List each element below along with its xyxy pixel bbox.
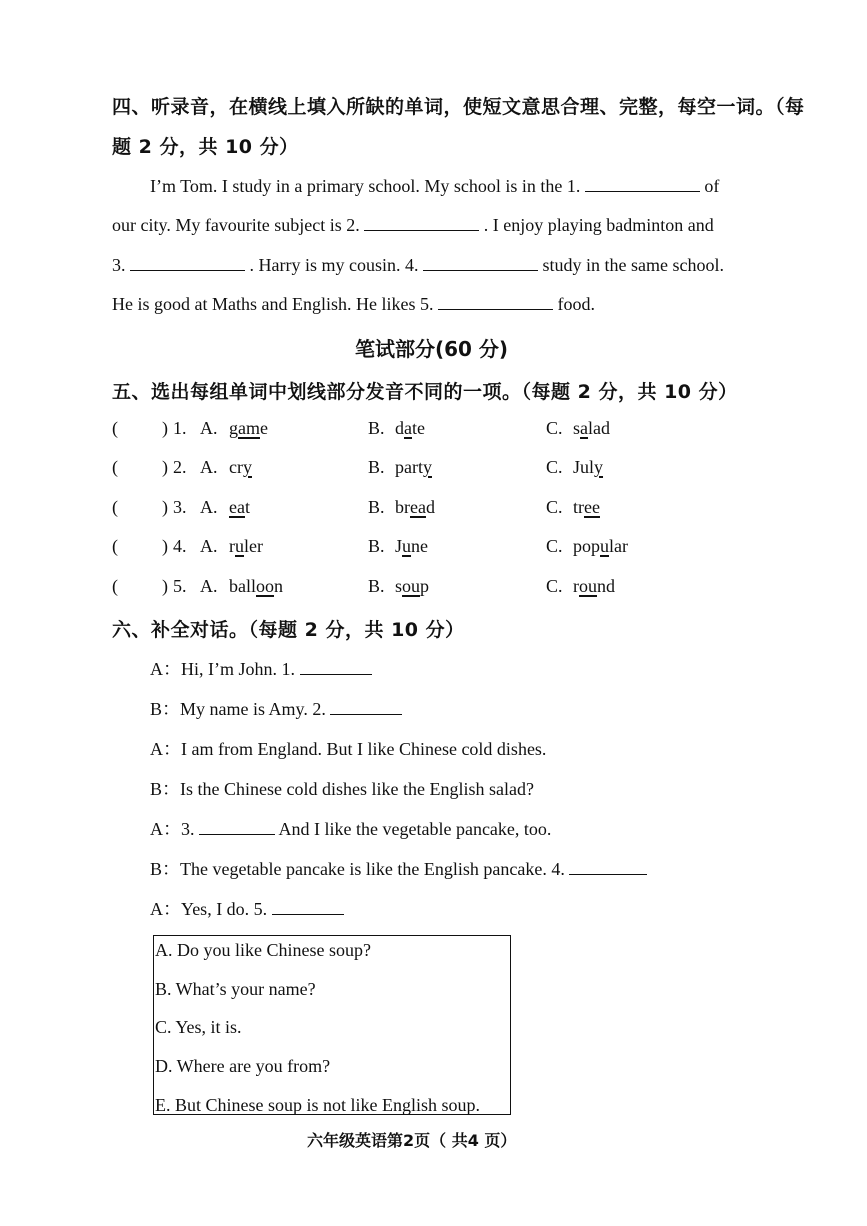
underlined-part: u <box>235 536 244 556</box>
speaker-label: B： <box>150 859 181 879</box>
underlined-part: ee <box>584 497 600 517</box>
option-e: E. But Chinese soup is not like English soup. <box>155 1095 481 1115</box>
word-option-a: cry <box>229 457 252 477</box>
dialog-blank-5[interactable] <box>272 896 344 915</box>
underlined-part: ou <box>402 576 421 596</box>
option-label-c: C. <box>546 576 563 596</box>
passage-line-4 <box>112 291 595 315</box>
question-number: 4. <box>173 536 187 556</box>
underlined-part: oo <box>256 576 274 596</box>
dialog-text: And I like the vegetable pancake, too. <box>278 819 552 839</box>
underlined-part: ea <box>410 497 426 517</box>
option-label-c: C. <box>546 457 563 477</box>
answer-paren-open[interactable]: ( <box>112 576 118 596</box>
dialog-line-7 <box>150 895 344 921</box>
dialog-line-6 <box>150 855 647 881</box>
question-number: 5. <box>173 576 187 596</box>
word-option-a: ruler <box>229 536 263 556</box>
dialog-text: I am from England. But I like Chinese cold dishes. <box>181 739 547 759</box>
passage-text: . I enjoy playing badminton and <box>483 215 714 235</box>
word-option-b: date <box>395 418 425 438</box>
dialog-line-2 <box>150 695 402 721</box>
option-label-a: A. <box>200 497 218 517</box>
passage-text: He is good at Maths and English. He likes 5. <box>112 294 434 314</box>
option-label-b: B. <box>368 418 385 438</box>
option-b: B. What’s your name? <box>155 979 316 999</box>
option-c: C. Yes, it is. <box>155 1017 242 1037</box>
word-option-a: game <box>229 418 268 438</box>
option-label-c: C. <box>546 536 563 556</box>
speaker-label: B： <box>150 779 181 799</box>
underlined-part: am <box>238 418 260 438</box>
question-number: 3. <box>173 497 187 517</box>
word-option-a: eat <box>229 497 250 517</box>
word-option-c: salad <box>573 418 611 438</box>
blank-5[interactable] <box>438 291 553 310</box>
underlined-part: y <box>594 457 604 477</box>
answer-paren-close: ) <box>162 576 168 596</box>
option-label-b: B. <box>368 457 385 477</box>
answer-paren-open[interactable]: ( <box>112 497 118 517</box>
speaker-label: B： <box>150 699 181 719</box>
word-option-c: round <box>573 576 615 596</box>
answer-paren-open[interactable]: ( <box>112 536 118 556</box>
written-part-title: 笔试部分(60 分) <box>355 337 509 361</box>
underlined-part: y <box>422 457 432 477</box>
passage-text: food. <box>557 294 595 314</box>
option-label-a: A. <box>200 418 218 438</box>
option-label-b: B. <box>368 497 385 517</box>
option-label-c: C. <box>546 418 563 438</box>
dialog-text: My name is Amy. 2. <box>180 699 326 719</box>
speaker-label: A： <box>150 819 181 839</box>
underlined-part: a <box>404 418 412 438</box>
answer-paren-close: ) <box>162 418 168 438</box>
dialog-blank-2[interactable] <box>330 696 402 715</box>
dialog-line-4 <box>150 775 534 801</box>
word-option-b: June <box>395 536 429 556</box>
option-label-c: C. <box>546 497 563 517</box>
answer-paren-close: ) <box>162 536 168 556</box>
speaker-label: A： <box>150 659 181 679</box>
passage-line-2 <box>112 212 714 236</box>
page-footer: 六年级英语第2页（ 共4 页） <box>307 1131 517 1150</box>
dialog-text: The vegetable pancake is like the English pancake. 4. <box>180 859 565 879</box>
word-option-b: soup <box>395 576 430 596</box>
passage-line-3 <box>112 252 724 276</box>
underlined-part: y <box>242 457 252 477</box>
answer-paren-open[interactable]: ( <box>112 418 118 438</box>
word-option-b: bread <box>395 497 435 517</box>
blank-4[interactable] <box>423 252 538 271</box>
dialog-blank-4[interactable] <box>569 856 647 875</box>
dialog-text: Hi, I’m John. 1. <box>181 659 295 679</box>
speaker-label: A： <box>150 739 181 759</box>
blank-2[interactable] <box>364 212 479 231</box>
underlined-part: ea <box>229 497 245 517</box>
word-option-b: party <box>395 457 432 477</box>
section4-heading-line2: 题 2 分，共 10 分） <box>112 136 299 158</box>
answer-paren-close: ) <box>162 457 168 477</box>
passage-text: study in the same school. <box>542 255 724 275</box>
dialog-blank-1[interactable] <box>300 656 372 675</box>
section5-heading: 五、选出每组单词中划线部分发音不同的一项。（每题 2 分，共 10 分） <box>112 381 738 403</box>
word-option-c: tree <box>573 497 600 517</box>
underlined-part: u <box>402 536 412 556</box>
section6-heading: 六、补全对话。（每题 2 分，共 10 分） <box>112 619 465 641</box>
answer-paren-close: ) <box>162 497 168 517</box>
section4-heading-line1: 四、听录音，在横线上填入所缺的单词，使短文意思合理、完整，每空一词。（每 <box>112 96 805 118</box>
dialog-text: Yes, I do. 5. <box>181 899 268 919</box>
option-label-a: A. <box>200 576 218 596</box>
option-label-b: B. <box>368 536 385 556</box>
dialog-line-5 <box>150 815 551 841</box>
underlined-part: u <box>600 536 609 556</box>
dialog-line-3 <box>150 735 546 761</box>
word-option-c: popular <box>573 536 628 556</box>
passage-line-1 <box>150 173 719 197</box>
option-label-a: A. <box>200 536 218 556</box>
dialog-text: Is the Chinese cold dishes like the English salad? <box>180 779 534 799</box>
speaker-label: A： <box>150 899 181 919</box>
answer-paren-open[interactable]: ( <box>112 457 118 477</box>
option-d: D. Where are you from? <box>155 1056 331 1076</box>
passage-text: . Harry is my cousin. 4. <box>249 255 419 275</box>
blank-3[interactable] <box>130 252 245 271</box>
blank-1[interactable] <box>585 173 700 192</box>
option-label-a: A. <box>200 457 218 477</box>
word-option-a: balloon <box>229 576 283 596</box>
question-number: 2. <box>173 457 187 477</box>
option-a: A. Do you like Chinese soup? <box>155 940 371 960</box>
dialog-line-1 <box>150 655 372 681</box>
passage-text: our city. My favourite subject is 2. <box>112 215 360 235</box>
passage-text: 3. <box>112 255 126 275</box>
dialog-text: 3. <box>181 819 195 839</box>
underlined-part: a <box>580 418 589 438</box>
dialog-blank-3[interactable] <box>199 816 275 835</box>
passage-text: of <box>704 176 720 196</box>
passage-text: I’m Tom. I study in a primary school. My school is in the 1. <box>150 176 581 196</box>
option-label-b: B. <box>368 576 385 596</box>
word-option-c: July <box>573 457 604 477</box>
question-number: 1. <box>173 418 187 438</box>
underlined-part: ou <box>579 576 597 596</box>
